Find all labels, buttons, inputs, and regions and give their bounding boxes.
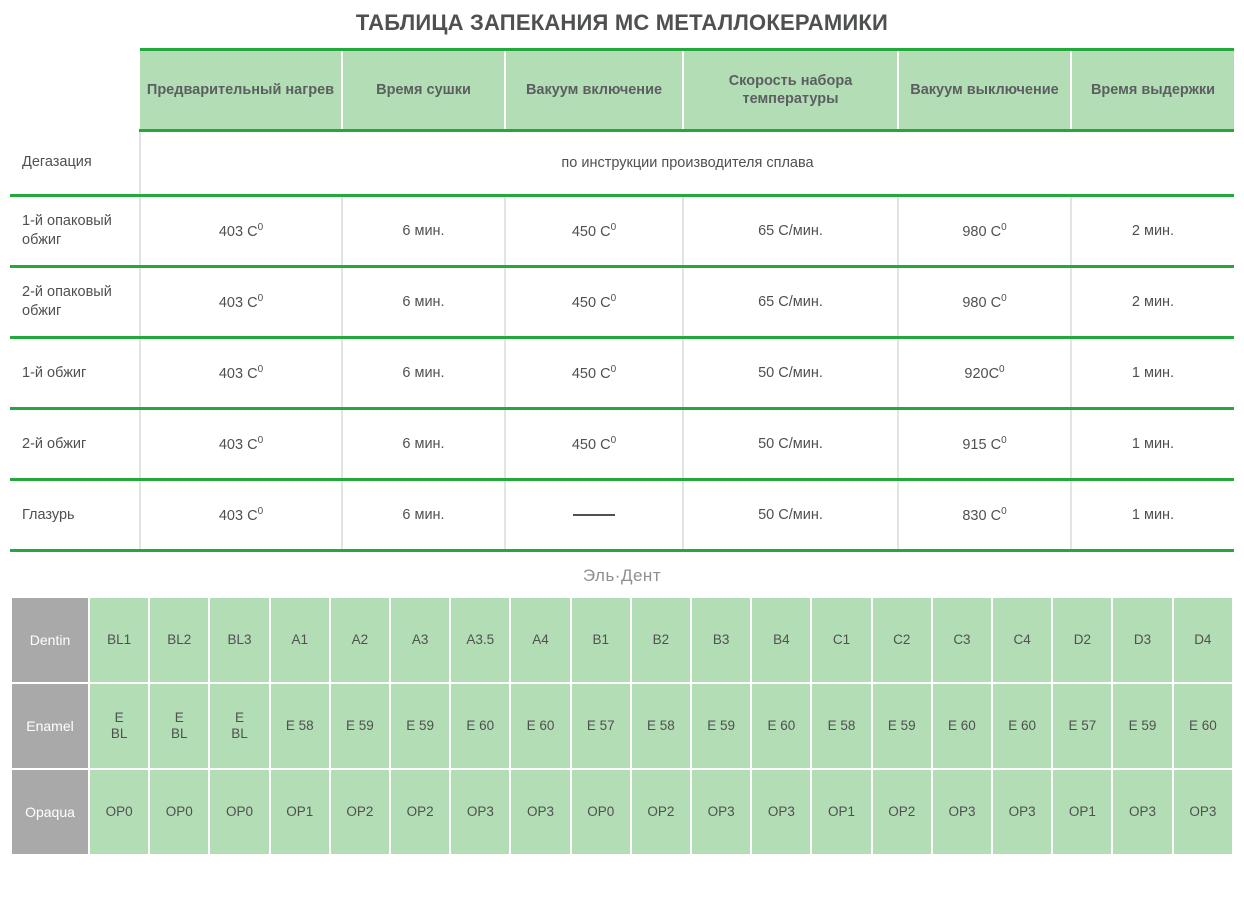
firing-table-container [0,48,1244,552]
shade-cell: OP3 [993,770,1051,854]
header-vacuum-off: Вакуум выключение [898,50,1071,131]
shade-cell: B2 [632,598,690,682]
cell-hold-time: 1 мин. [1071,338,1234,409]
cell-temp-rate: 65 С/мин. [683,267,898,338]
cell-temp-rate: 65 С/мин. [683,196,898,267]
table-row-degas [10,131,1234,196]
shades-row-dentin [12,598,1232,682]
shade-cell: E 57 [1053,684,1111,768]
shades-table-container [0,596,1244,856]
shades-rowhead-enamel: Enamel [12,684,88,768]
cell-temp-rate: 50 С/мин. [683,480,898,551]
shade-cell: E 60 [752,684,810,768]
shade-cell: E 58 [271,684,329,768]
shade-cell: D4 [1174,598,1232,682]
shade-cell: E BL [90,684,148,768]
cell-dry-time: 6 мин. [342,196,505,267]
shade-cell: BL3 [210,598,268,682]
shade-cell: OP3 [933,770,991,854]
cell-vacuum-off: 980 $С^0$ [898,196,1071,267]
header-dry-time: Время сушки [342,50,505,131]
shade-cell: C4 [993,598,1051,682]
table-row [10,338,1234,409]
cell-preheat: 403 $С^0$ [140,480,342,551]
shade-cell: OP1 [271,770,329,854]
shade-cell: B3 [692,598,750,682]
shade-cell: E 60 [993,684,1051,768]
shade-cell: OP2 [873,770,931,854]
cell-vacuum-off: $920С^0$ [898,338,1071,409]
cell-vacuum-off: 830 $С^0$ [898,480,1071,551]
header-preheat: Предварительный нагрев [140,50,342,131]
shades-table [10,596,1234,856]
shade-cell: OP2 [632,770,690,854]
row-label: 1-й обжиг [10,338,140,409]
row-label: 1-й опаковый обжиг [10,196,140,267]
shade-cell: A2 [331,598,389,682]
cell-vacuum-on: 450 $С^0$ [505,409,683,480]
cell-vacuum-on: 450 $С^0$ [505,338,683,409]
row-label-degas: Дегазация [10,131,140,196]
shade-cell: A4 [511,598,569,682]
shades-rowhead-opaqua: Opaqua [12,770,88,854]
cell-temp-rate: 50 С/мин. [683,409,898,480]
shade-cell: E 58 [632,684,690,768]
brand-name: Эль·Дент [582,566,662,585]
cell-dry-time: 6 мин. [342,338,505,409]
shade-cell: E 60 [451,684,509,768]
cell-dry-time: 6 мин. [342,267,505,338]
cell-hold-time: 1 мин. [1071,409,1234,480]
shade-cell: OP3 [692,770,750,854]
shade-cell: B4 [752,598,810,682]
shade-cell: BL1 [90,598,148,682]
row-label: 2-й обжиг [10,409,140,480]
shade-cell: E 57 [572,684,630,768]
shade-cell: C1 [812,598,870,682]
shade-cell: OP0 [572,770,630,854]
shade-cell: E 60 [511,684,569,768]
shade-cell: E 58 [812,684,870,768]
cell-hold-time: 2 мин. [1071,196,1234,267]
shade-cell: OP3 [451,770,509,854]
shade-cell: E BL [210,684,268,768]
cell-preheat: 403 $С^0$ [140,196,342,267]
cell-hold-time: 1 мин. [1071,480,1234,551]
cell-vacuum-on: 450 $С^0$ [505,196,683,267]
shade-cell: A3.5 [451,598,509,682]
shade-cell: E 59 [1113,684,1171,768]
table-row [10,267,1234,338]
header-hold-time: Время выдержки [1071,50,1234,131]
header-vacuum-on: Вакуум включение [505,50,683,131]
cell-dry-time: 6 мин. [342,409,505,480]
shade-cell: C2 [873,598,931,682]
shade-cell: E BL [150,684,208,768]
degas-note: по инструкции производителя сплава [140,131,1234,196]
cell-vacuum-off: 915 $С^0$ [898,409,1071,480]
shade-cell: E 59 [391,684,449,768]
cell-preheat: 403 $С^0$ [140,338,342,409]
shade-cell: A1 [271,598,329,682]
em-dash-mark [573,514,615,516]
row-label: 2-й опаковый обжиг [10,267,140,338]
shade-cell: D3 [1113,598,1171,682]
shades-rowhead-dentin: Dentin [12,598,88,682]
header-corner-blank [10,50,140,131]
shade-cell: OP2 [331,770,389,854]
table-row [10,409,1234,480]
shade-cell: E 60 [1174,684,1232,768]
table-row [10,196,1234,267]
shade-cell: OP2 [391,770,449,854]
shade-cell: C3 [933,598,991,682]
shade-cell: OP3 [752,770,810,854]
shade-cell: E 60 [933,684,991,768]
row-label: Глазурь [10,480,140,551]
page-title: ТАБЛИЦА ЗАПЕКАНИЯ МС МЕТАЛЛОКЕРАМИКИ [355,10,889,35]
cell-vacuum-on: 450 $С^0$ [505,267,683,338]
shade-cell: OP1 [812,770,870,854]
cell-vacuum-on [505,480,683,551]
shade-cell: OP0 [150,770,208,854]
shade-cell: E 59 [331,684,389,768]
cell-temp-rate: 50 С/мин. [683,338,898,409]
shades-row-opaqua [12,770,1232,854]
shade-cell: OP3 [1113,770,1171,854]
shade-cell: OP0 [90,770,148,854]
shade-cell: OP3 [511,770,569,854]
firing-table [10,48,1234,552]
shade-cell: E 59 [692,684,750,768]
shades-row-enamel [12,684,1232,768]
shade-cell: D2 [1053,598,1111,682]
shade-cell: A3 [391,598,449,682]
cell-preheat: 403 $С^0$ [140,267,342,338]
firing-table-header-row [10,50,1234,131]
shade-cell: OP3 [1174,770,1232,854]
cell-hold-time: 2 мин. [1071,267,1234,338]
shade-cell: BL2 [150,598,208,682]
header-temp-rate: Скорость набора температуры [683,50,898,131]
shade-cell: E 59 [873,684,931,768]
cell-preheat: 403 $С^0$ [140,409,342,480]
shade-cell: OP0 [210,770,268,854]
cell-vacuum-off: 980 $С^0$ [898,267,1071,338]
cell-dry-time: 6 мин. [342,480,505,551]
shade-cell: OP1 [1053,770,1111,854]
shade-cell: B1 [572,598,630,682]
table-row [10,480,1234,551]
